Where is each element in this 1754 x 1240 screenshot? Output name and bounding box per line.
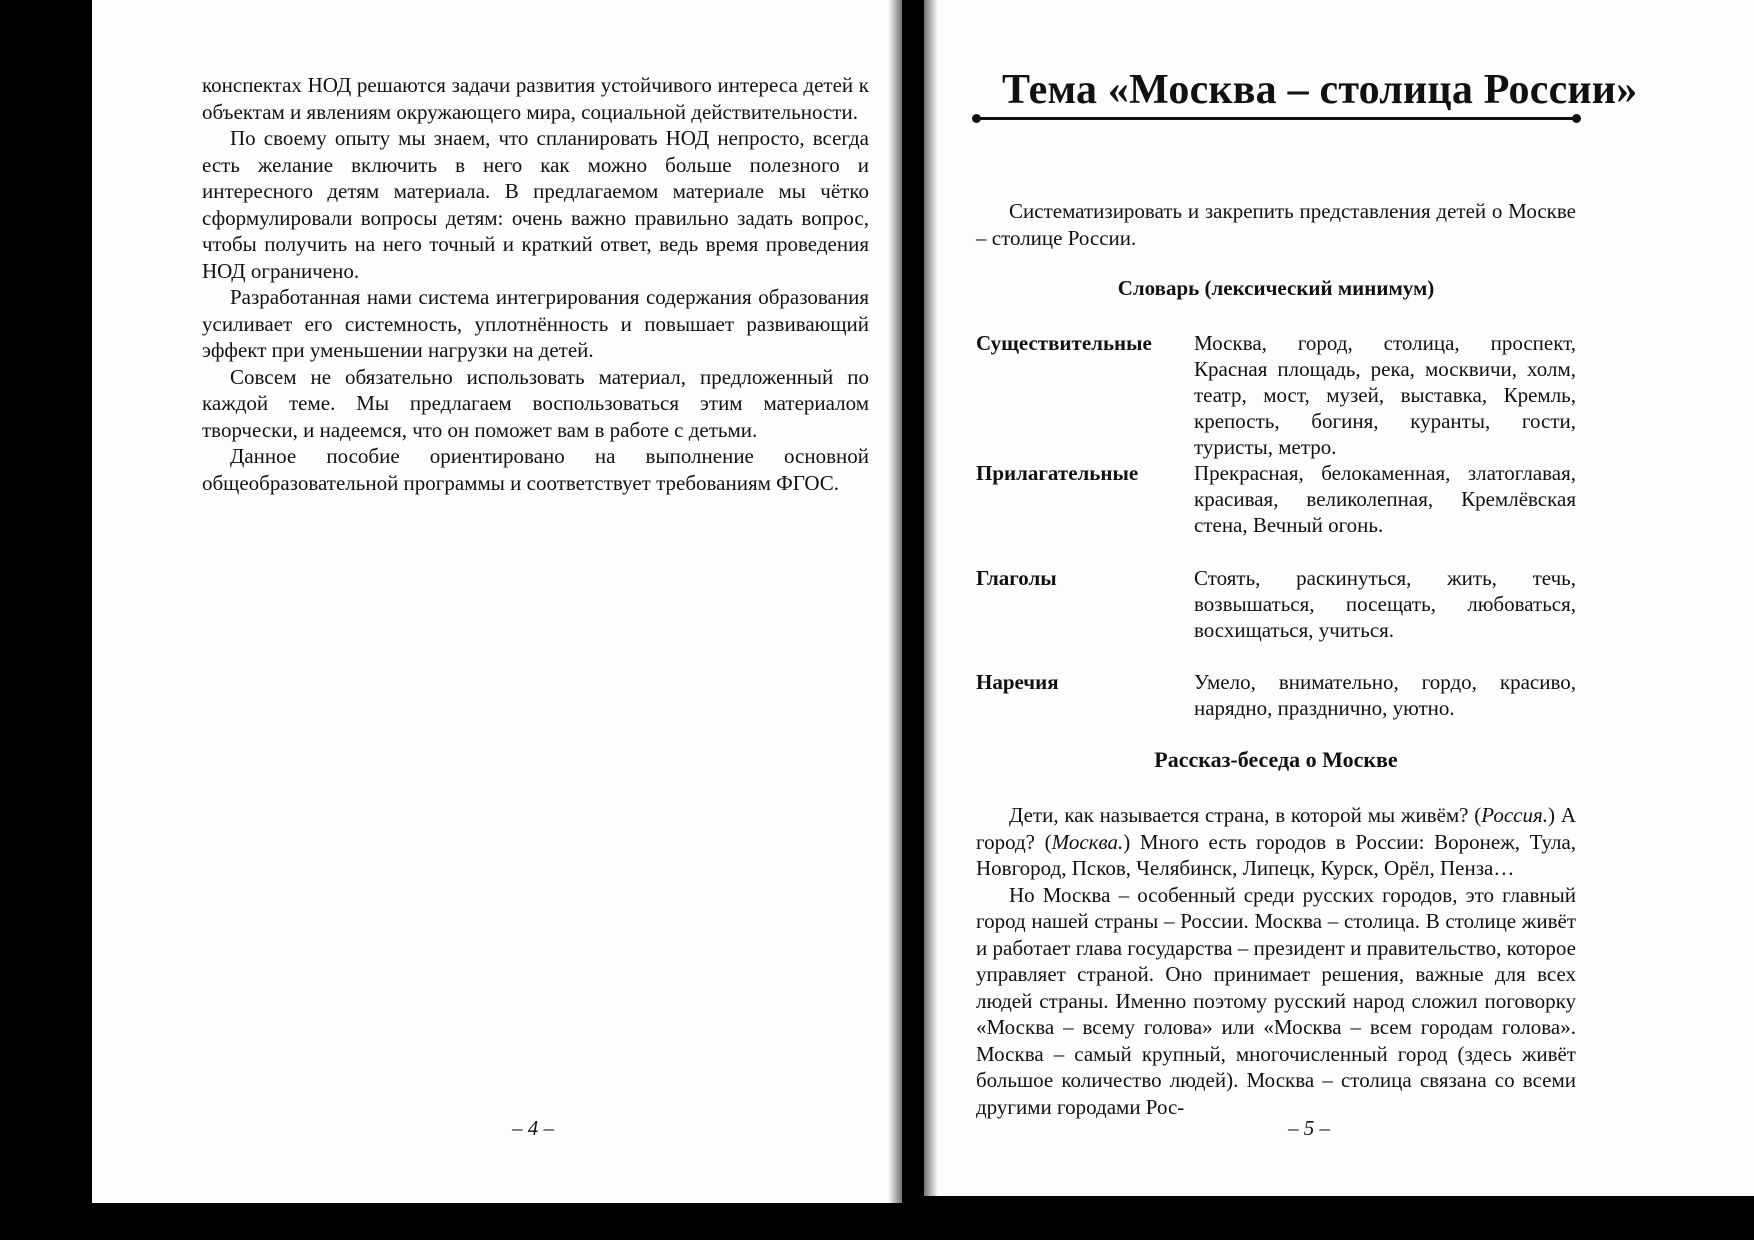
paragraph: Разработанная нами система интегрирования содержания образования усиливает его системность, уплотнённость и повышает развивающий эффект при уменьшении нагрузки на детей. — [202, 285, 869, 362]
answer-hint: Москва. — [1051, 829, 1124, 854]
story-heading: Рассказ-беседа о Москве — [1154, 747, 1398, 772]
vocab-term: Прилагательные — [976, 461, 1139, 485]
page-number-left: – 4 – — [512, 1116, 554, 1140]
right-page — [924, 0, 1754, 1196]
left-page-body — [202, 72, 869, 496]
answer-hint: Россия. — [1481, 803, 1549, 827]
gutter-shadow — [924, 0, 938, 1196]
story-text — [976, 802, 1576, 1120]
dictionary-heading: Словарь (лексический минимум) — [1117, 276, 1435, 300]
vocab-term: Существительные — [976, 331, 1152, 355]
story-paragraph — [976, 802, 1576, 882]
paragraph: Данное пособие ориентировано на выполнение основной общеобразовательной программы и соответствует требованиям ФГОС. — [202, 444, 869, 495]
intro-paragraph: Систематизировать и закрепить представления детей о Москве – столице России. — [976, 199, 1576, 250]
page-number-right: – 5 – — [1288, 1116, 1330, 1140]
intro-text — [976, 198, 1576, 251]
left-page — [92, 0, 902, 1203]
gutter-shadow — [888, 0, 902, 1203]
vocab-term: Наречия — [976, 670, 1059, 694]
vocab-term: Глаголы — [976, 566, 1057, 590]
vocab-words: Стоять, раскинуться, жить, течь, возвышаться, посещать, любоваться, восхищаться, учиться. — [1194, 566, 1576, 642]
vocab-words: Умело, внимательно, гордо, красиво, нарядно, празднично, уютно. — [1194, 670, 1576, 720]
vocab-words: Москва, город, столица, проспект, Красная площадь, река, москвичи, холм, театр, мост, музей, выставка, Кремль, крепость, богиня, куранты, гости, туристы, метро. — [1194, 331, 1576, 459]
story-text-segment: Дети, как называется страна, в которой мы живём? ( — [1009, 803, 1482, 827]
underline-dot-right — [1572, 114, 1581, 123]
title-underline — [976, 117, 1576, 120]
vocab-words: Прекрасная, белокаменная, златоглавая, красивая, великолепная, Кремлёвская стена, Вечный огонь. — [1194, 461, 1576, 537]
underline-dot-left — [972, 114, 981, 123]
page-title: Тема «Москва – столица России» — [1002, 67, 1638, 113]
paragraph: По своему опыту мы знаем, что спланировать НОД непросто, всегда есть желание включить в него как можно больше полезного и интересного детям материала. В предлагаемом материале мы чётко сформулировали вопросы детям: очень важно правильно задать вопрос, чтобы получить на него точный и краткий ответ, ведь время проведения НОД ограничено. — [202, 126, 869, 283]
story-paragraph: Но Москва – особенный среди русских городов, это главный город нашей страны – России. Москва – столица. В столице живёт и работает глава государства – президент и правительство, которое управляет страной. Оно принимает решения, важные для всех людей страны. Именно поэтому русский народ сложил поговорку «Москва – всему голова» или «Москва – всем городам голова». Москва – самый крупный, многочисленный город (здесь живёт большое количество людей). Москва – столица связана со всеми другими городами Рос- — [976, 882, 1576, 1119]
story-text-segment: ) Много есть городов в России: Воронеж, Тула, Новгород, Псков, Челябинск, Липецк, Курск, Орёл, Пенза… — [976, 829, 1577, 880]
paragraph: Совсем не обязательно использовать материал, предложенный по каждой теме. Мы предлагаем воспользоваться этим материалом творчески, и надеемся, что он поможет вам в работе с детьми. — [202, 364, 869, 442]
paragraph: конспектах НОД решаются задачи развития устойчивого интереса детей к объектам и явлениям окружающего мира, социальной действительности. — [202, 73, 869, 124]
story-text-segment: ) А город? ( — [976, 803, 1576, 854]
